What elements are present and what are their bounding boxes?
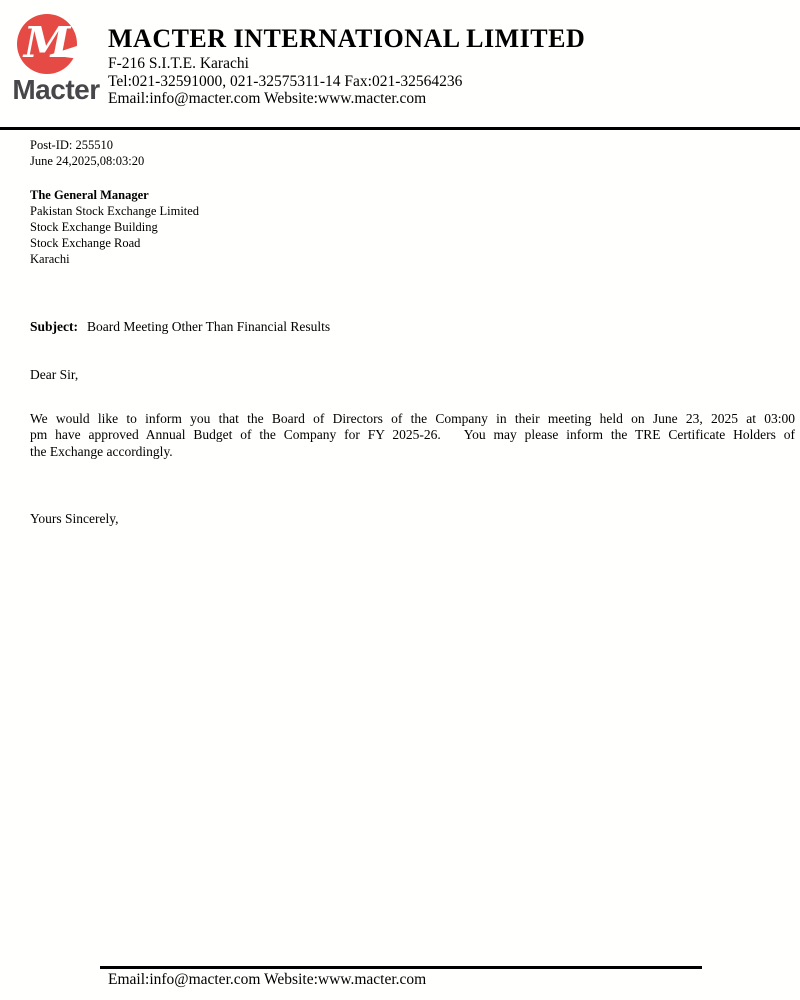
post-id: Post-ID: 255510 bbox=[30, 138, 113, 152]
footer-contact: Email:info@macter.com Website:www.macter.com bbox=[108, 971, 427, 988]
recipient-line: Pakistan Stock Exchange Limited bbox=[30, 204, 200, 218]
footer-divider bbox=[100, 966, 702, 969]
recipient-line: Stock Exchange Building bbox=[30, 220, 158, 234]
company-email-website: Email:info@macter.com Website:www.macter.com bbox=[108, 90, 427, 108]
logo-monogram: M bbox=[23, 18, 71, 67]
company-address: F-216 S.I.T.E. Karachi bbox=[108, 55, 249, 72]
closing: Yours Sincerely, bbox=[30, 511, 119, 526]
body-line: pm have approved Annual Budget of the Company for FY 2025-26. You may please inform the TRE Certificate Holders of bbox=[30, 427, 795, 443]
logo-mark bbox=[16, 12, 80, 78]
subject-label: Subject: bbox=[30, 319, 78, 334]
subject-text: Board Meeting Other Than Financial Results bbox=[87, 319, 331, 334]
company-name: MACTER INTERNATIONAL LIMITED bbox=[108, 24, 586, 53]
logo-wordmark: Macter bbox=[12, 74, 100, 105]
company-phone-fax: Tel:021-32591000, 021-32575311-14 Fax:021-32564236 bbox=[108, 72, 463, 90]
salutation: Dear Sir, bbox=[30, 367, 79, 382]
letterhead-text bbox=[108, 24, 585, 108]
recipient-title: The General Manager bbox=[30, 188, 149, 202]
body-paragraph bbox=[30, 411, 795, 460]
recipient-line: Karachi bbox=[30, 252, 70, 266]
body-line: the Exchange accordingly. bbox=[30, 443, 173, 459]
header-divider bbox=[0, 127, 800, 130]
recipient-block bbox=[30, 187, 199, 267]
recipient-line: Stock Exchange Road bbox=[30, 236, 141, 250]
post-datetime: June 24,2025,08:03:20 bbox=[30, 154, 145, 168]
subject-line bbox=[30, 319, 330, 335]
post-meta bbox=[30, 137, 144, 169]
body-line: We would like to inform you that the Board of Directors of the Company in their meeting held on June 23, 2025 at 03:00 bbox=[30, 411, 795, 426]
